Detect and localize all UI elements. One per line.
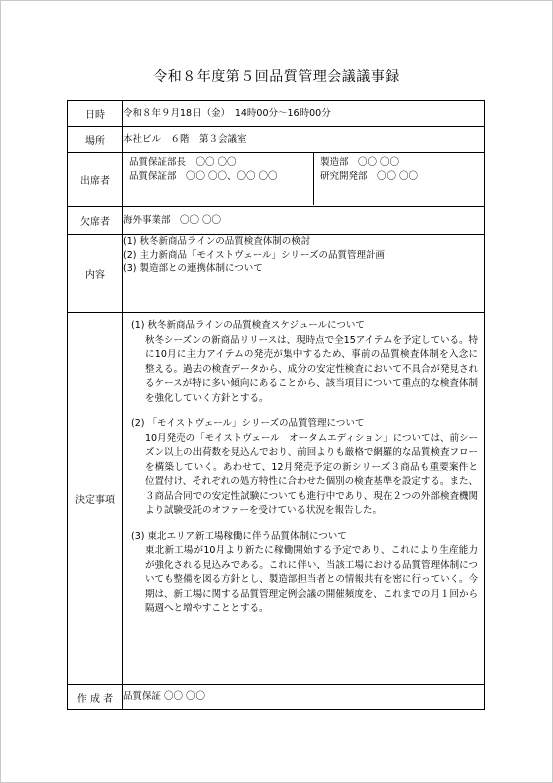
date-value: 令和８年９月18日（金） 14時00分～16時00分 — [123, 101, 485, 127]
date-label: 日時 — [68, 101, 123, 127]
document-title: 令和８年度第５回品質管理会議議事録 — [153, 69, 400, 85]
place-value: 本社ビル ６階 第３会議室 — [123, 127, 485, 153]
attendees-cell — [123, 153, 485, 207]
date-row — [68, 101, 485, 127]
place-row — [68, 127, 485, 153]
decisions-label: 決定事項 — [68, 313, 123, 685]
decisions-cell — [123, 313, 485, 685]
agenda-item: (2) 主力新商品「モイストヴェール」シリーズの品質管理計画 — [123, 249, 386, 261]
decision-section — [131, 530, 478, 617]
absentees-value: 海外事業部 〇〇 〇〇 — [123, 207, 485, 235]
attendees-right — [314, 153, 484, 205]
attendee-line: 品質保証部 〇〇 〇〇、〇〇 〇〇 — [129, 170, 278, 182]
decision-body: 東北新工場が10月より新たに稼働開始する予定であり、これにより生産能力が強化される見込みである。これに伴い、当該工場における品質管理体制についても整備を図る方針とし、製造部担当者との情報共有を密に行っていく。今期は、新工場に関する品質管理定例会議の開催頻度を、これまでの月１回から隔週へと増やすこととする。 — [145, 545, 478, 614]
attendee-line: 製造部 〇〇 〇〇 — [320, 157, 400, 168]
decision-body: 秋冬シーズンの新商品リリースは、現時点で全15アイテムを予定している。特に10月に主力アイテムの発売が集中するため、事前の品質検査体制を入念に整える。過去の検査データから、成分の安定性検査において不具合が発見されるケースが特に多い傾向にあることから、該当項目について重点的な検査体制を強化していく方針とする。 — [145, 334, 478, 404]
absentees-label: 欠席者 — [68, 207, 123, 235]
attendee-line: 研究開発部 〇〇 〇〇 — [320, 170, 419, 182]
author-label: 作 成 者 — [68, 685, 123, 710]
decision-heading: (2) 「モイストヴェール」シリーズの品質管理について — [131, 418, 365, 429]
author-row — [68, 685, 485, 710]
agenda-row — [68, 235, 485, 313]
attendees-row — [68, 153, 485, 207]
author-value: 品質保証 〇〇 〇〇 — [123, 685, 485, 710]
minutes-table — [67, 100, 485, 710]
decision-section — [131, 417, 478, 519]
agenda-item: (1) 秋冬新商品ラインの品質検査体制の検討 — [123, 236, 311, 247]
attendees-left — [123, 153, 314, 205]
agenda-cell — [123, 235, 485, 313]
decisions-row — [68, 313, 485, 685]
decision-heading: (1) 秋冬新商品ラインの品質検査スケジュールについて — [131, 320, 365, 331]
decision-heading: (3) 東北エリア新工場稼働に伴う品質体制について — [131, 530, 347, 542]
attendees-label: 出席者 — [68, 153, 123, 207]
attendee-line: 品質保証部長 〇〇 〇〇 — [129, 157, 237, 168]
decision-section — [131, 319, 478, 406]
agenda-item: (3) 製造部との連携体制について — [123, 263, 263, 275]
place-label: 場所 — [68, 127, 123, 153]
decision-body: 10月発売の「モイストヴェール オータムエディション」については、前シーズン以上の出荷数を見込んでおり、前回よりも厳格で網羅的な品質検査フローを構築していく。あわせて、12月発売予定の新シリーズ３商品も重要案件と位置付け、それぞれの処方特性に合わせた個別の検査基準を設定する。また、３商品合同での安定性試験についても進行中であり、現在２つの外部検査機関より試験受託のオファーを受けている状況を報告した。 — [145, 432, 478, 516]
agenda-label: 内容 — [68, 235, 123, 313]
absentees-row — [68, 207, 485, 235]
